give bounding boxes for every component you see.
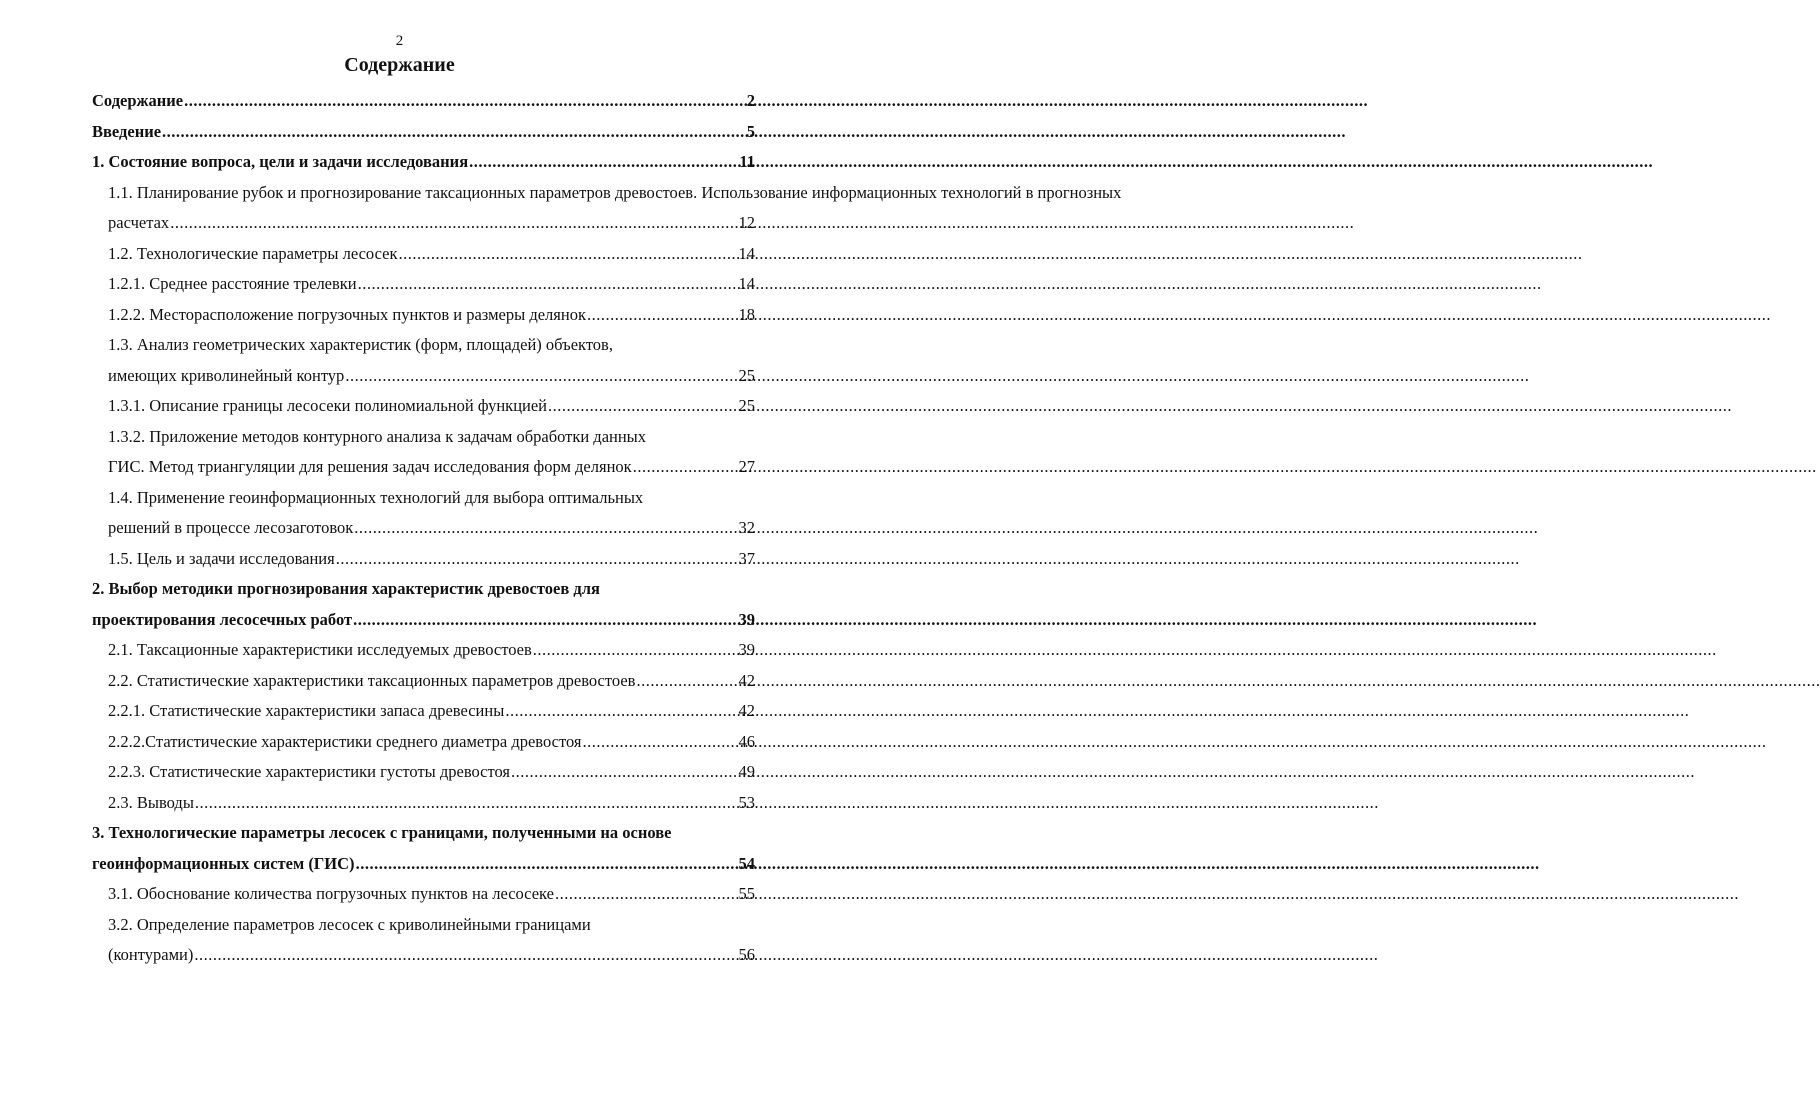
- toc-entry-line: [108, 757, 755, 788]
- toc-entry-line: [92, 117, 755, 148]
- toc-entry-line: [108, 300, 755, 331]
- toc-entry-dot-leader: [505, 696, 736, 727]
- toc-entry-title-lead: 1.1. Планирование рубок и прогнозирование таксационных параметров древостоев. Использование информационных технологий в прогнозных: [108, 182, 1122, 202]
- toc-entry[interactable]: [92, 696, 755, 727]
- toc-entry-line: [108, 391, 755, 422]
- toc-entry-title: 1.2.2. Месторасположение погрузочных пунктов и размеры делянок: [108, 304, 586, 324]
- toc-entry-line: [108, 208, 755, 239]
- toc-entry-page-number: 42: [738, 670, 755, 690]
- toc-entry-dot-leader: [353, 605, 736, 636]
- toc-entry[interactable]: [92, 757, 755, 788]
- toc-entry-title: 1.2. Технологические параметры лесосек: [108, 243, 398, 263]
- toc-entry-dot-leader: [358, 269, 737, 300]
- toc-entry-page-number: 2: [746, 91, 755, 110]
- toc-entry[interactable]: [92, 574, 755, 635]
- toc-entry-page-number: 27: [738, 457, 755, 476]
- toc-entry-title: 2.3. Выводы: [108, 792, 194, 812]
- toc-entry-page-number: 14: [738, 243, 755, 263]
- toc-entry-line: [108, 879, 755, 910]
- toc-entry-page-number: 54: [738, 853, 755, 873]
- toc-entry-title: проектирования лесосечных работ: [92, 609, 353, 629]
- toc-entry[interactable]: [92, 300, 755, 331]
- toc-entry-page-number: 37: [738, 548, 755, 568]
- toc-entry[interactable]: [92, 818, 755, 879]
- toc-entry-title: 3.1. Обоснование количества погрузочных пунктов на лесосеке: [108, 884, 554, 903]
- toc-entry-page-number: 12: [738, 213, 755, 232]
- toc-entry-title-lead: 1.4. Применение геоинформационных технологий для выбора оптимальных: [108, 487, 644, 507]
- toc-entry[interactable]: [92, 910, 755, 971]
- toc-entry-line: [108, 940, 755, 971]
- toc-entry-title: ГИС. Метод триангуляции для решения задач исследования форм делянок: [108, 457, 632, 476]
- toc-entry-page-number: 56: [738, 945, 755, 964]
- toc-entry[interactable]: [92, 879, 755, 910]
- toc-entry-title: геоинформационных систем (ГИС): [92, 853, 355, 873]
- toc-entry-title-lead: 2. Выбор методики прогнозирования характеристик древостоев для: [92, 579, 600, 598]
- page-number: 2: [395, 33, 404, 49]
- toc-entry[interactable]: [92, 391, 755, 422]
- toc-entry[interactable]: [92, 544, 755, 575]
- toc-entry-line: [108, 544, 755, 575]
- toc-entry-dot-leader: [633, 452, 737, 483]
- toc-entry[interactable]: [92, 86, 755, 117]
- toc-entry-line: [92, 86, 755, 117]
- toc-entry-dot-leader: [195, 788, 737, 819]
- toc-entry-line: [108, 452, 755, 483]
- toc-entry-dot-leader: [533, 635, 737, 666]
- toc-entry-title: (контурами): [108, 945, 194, 964]
- toc-entry-line: [108, 727, 755, 758]
- toc-entry-page-number: 5: [746, 121, 755, 141]
- toc-entry-line: [92, 147, 755, 178]
- toc-entry-page-number: 39: [738, 609, 755, 629]
- toc-entry-dot-leader: [345, 361, 736, 392]
- toc-entry-line: [108, 239, 755, 270]
- toc-entry-page-number: 55: [738, 884, 755, 903]
- toc-entry-title: 1.5. Цель и задачи исследования: [108, 548, 335, 568]
- toc-entry[interactable]: [92, 788, 755, 819]
- toc-entry-page-number: 32: [738, 518, 755, 537]
- toc-entry[interactable]: [92, 117, 755, 148]
- toc-entry[interactable]: [92, 269, 755, 300]
- toc-entry-line: [108, 788, 755, 819]
- toc-entry-title: расчетах: [108, 213, 170, 232]
- toc-entry-dot-leader: [636, 666, 736, 697]
- toc-entry-line: [92, 605, 755, 636]
- toc-entry-dot-leader: [354, 513, 736, 544]
- toc-entry-dot-leader: [583, 727, 737, 758]
- toc-entry-line: [108, 269, 755, 300]
- toc-entry-dot-leader: [184, 86, 745, 117]
- toc-entry-dot-leader: [548, 391, 736, 422]
- toc-entry-title: 2.2.1. Статистические характеристики запаса древесины: [108, 701, 505, 720]
- toc-entry-page-number: 14: [738, 274, 755, 293]
- toc-entry-title-lead: 1.3.2. Приложение методов контурного анализа к задачам обработки данных: [108, 426, 647, 446]
- toc-entry-title-lead: 3.2. Определение параметров лесосек с криволинейными границами: [108, 914, 591, 934]
- toc-entry[interactable]: [92, 330, 755, 391]
- toc-entry-page-number: 25: [738, 365, 755, 385]
- toc-entry-page-number: 49: [738, 762, 755, 781]
- toc-entry-title: Содержание: [92, 91, 184, 110]
- toc-entry-title: 2.1. Таксационные характеристики исследуемых древостоев: [108, 640, 532, 659]
- toc-entry-line: [108, 513, 755, 544]
- toc-entry-title: 2.2.3. Статистические характеристики густоты древостоя: [108, 762, 511, 781]
- toc-entry-line: [108, 635, 755, 666]
- toc-entry-page-number: 39: [738, 640, 755, 659]
- toc-entry[interactable]: [92, 483, 755, 544]
- toc-entry-dot-leader: [356, 849, 737, 880]
- toc-entry-title: 2.2. Статистические характеристики таксационных параметров древостоев: [108, 670, 636, 690]
- toc-entry[interactable]: [92, 239, 755, 270]
- toc-entry-line: [92, 849, 755, 880]
- toc-entry-page-number: 53: [738, 792, 755, 812]
- toc-entry-dot-leader: [194, 940, 736, 971]
- toc-entry-title: 1. Состояние вопроса, цели и задачи исследования: [92, 152, 469, 171]
- toc-entry[interactable]: [92, 635, 755, 666]
- toc-entry-dot-leader: [555, 879, 737, 910]
- toc-entry-dot-leader: [469, 147, 737, 178]
- toc-entry-line: [108, 696, 755, 727]
- toc-entry-dot-leader: [398, 239, 736, 270]
- toc-entry-page-number: 11: [739, 152, 755, 171]
- toc-heading: Содержание: [344, 54, 455, 76]
- table-of-contents: [92, 86, 1122, 971]
- toc-entry[interactable]: [92, 422, 755, 483]
- toc-entry[interactable]: [92, 727, 755, 758]
- toc-entry-dot-leader: [162, 117, 745, 148]
- toc-entry-title: решений в процессе лесозаготовок: [108, 518, 354, 537]
- toc-entry-title-lead: 1.3. Анализ геометрических характеристик (форм, площадей) объектов,: [108, 335, 613, 354]
- toc-entry-title: имеющих криволинейный контур: [108, 365, 345, 385]
- toc-entry-page-number: 42: [738, 701, 755, 720]
- toc-entry-title: 2.2.2.Статистические характеристики среднего диаметра древостоя: [108, 731, 582, 751]
- toc-entry-dot-leader: [336, 544, 737, 575]
- toc-entry-title-lead: 3. Технологические параметры лесосек с границами, полученными на основе: [92, 823, 672, 842]
- toc-entry-page-number: 25: [738, 396, 755, 415]
- toc-entry-title: Введение: [92, 121, 162, 141]
- toc-entry-page-number: 46: [738, 731, 755, 751]
- toc-entry-dot-leader: [587, 300, 737, 331]
- toc-entry-title: 1.3.1. Описание границы лесосеки полиномиальной функцией: [108, 396, 548, 415]
- toc-entry-page-number: 18: [738, 304, 755, 324]
- toc-entry-title: 1.2.1. Среднее расстояние трелевки: [108, 274, 357, 293]
- toc-entry[interactable]: [92, 666, 755, 697]
- toc-entry[interactable]: [92, 178, 1122, 239]
- toc-entry-dot-leader: [170, 208, 736, 239]
- toc-entry[interactable]: [92, 147, 755, 178]
- toc-entry-dot-leader: [511, 757, 736, 788]
- toc-entry-line: [108, 361, 755, 392]
- toc-entry-line: [108, 666, 755, 697]
